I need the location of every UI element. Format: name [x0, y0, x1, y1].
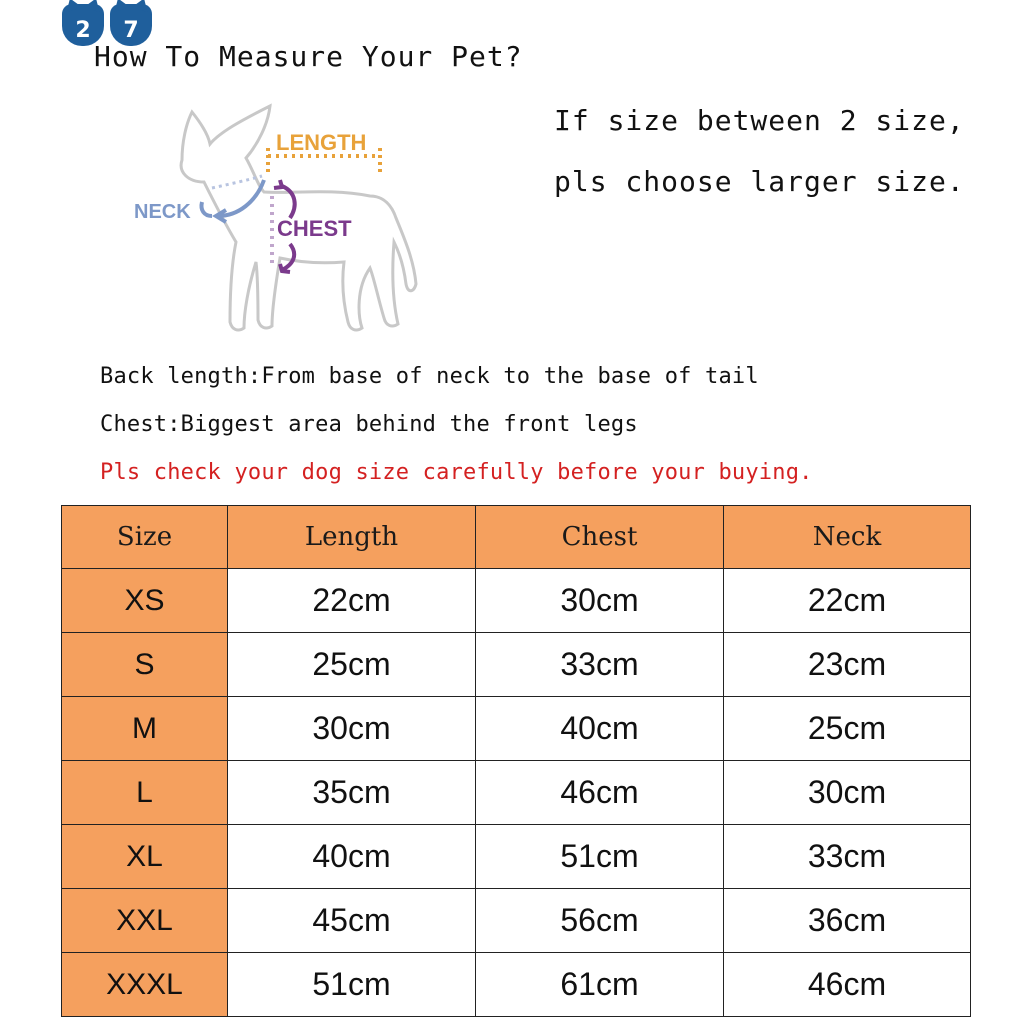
page-title: How To Measure Your Pet?: [94, 40, 523, 73]
neck-cell: 25cm: [724, 697, 971, 761]
header-size: Size: [62, 506, 228, 569]
size-tip-line-2: pls choose larger size.: [554, 165, 965, 198]
chest-arrow-bottom: [282, 244, 294, 270]
logo-badge-first: 2: [62, 4, 104, 46]
logo-badge-second: 7: [110, 4, 152, 46]
chest-cell: 46cm: [476, 761, 724, 825]
table-row: [62, 697, 971, 761]
length-cell: 40cm: [228, 825, 476, 889]
size-cell: XL: [62, 825, 228, 889]
neck-cell: 33cm: [724, 825, 971, 889]
table-row: [62, 825, 971, 889]
length-cell: 22cm: [228, 569, 476, 633]
chest-cell: 33cm: [476, 633, 724, 697]
size-cell: L: [62, 761, 228, 825]
length-cell: 25cm: [228, 633, 476, 697]
chest-label: CHEST: [277, 216, 352, 241]
neck-cell: 36cm: [724, 889, 971, 953]
length-cell: 35cm: [228, 761, 476, 825]
neck-dotted: [212, 176, 262, 188]
chest-cell: 51cm: [476, 825, 724, 889]
dog-measure-diagram: [130, 92, 430, 342]
length-label: LENGTH: [276, 130, 367, 155]
table-row: [62, 569, 971, 633]
header-neck: Neck: [724, 506, 971, 569]
chest-cell: 30cm: [476, 569, 724, 633]
neck-cell: 23cm: [724, 633, 971, 697]
neck-label: NECK: [134, 201, 191, 223]
size-tip-line-1: If size between 2 size,: [554, 104, 965, 137]
header-length: Length: [228, 506, 476, 569]
table-row: [62, 633, 971, 697]
size-cell: XXXL: [62, 953, 228, 1017]
neck-cell: 46cm: [724, 953, 971, 1017]
size-cell: M: [62, 697, 228, 761]
length-cell: 45cm: [228, 889, 476, 953]
table-header-row: [62, 506, 971, 569]
header-chest: Chest: [476, 506, 724, 569]
size-warning: Pls check your dog size carefully before your buying.: [100, 460, 813, 485]
dog-illustration: [130, 92, 430, 342]
chest-description: Chest:Biggest area behind the front legs: [100, 412, 638, 437]
chest-cell: 40cm: [476, 697, 724, 761]
table-row: [62, 953, 971, 1017]
size-cell: XS: [62, 569, 228, 633]
size-cell: XXL: [62, 889, 228, 953]
size-cell: S: [62, 633, 228, 697]
neck-cell: 30cm: [724, 761, 971, 825]
chest-cell: 56cm: [476, 889, 724, 953]
table-row: [62, 761, 971, 825]
table-row: [62, 889, 971, 953]
back-length-description: Back length:From base of neck to the base of tail: [100, 364, 759, 389]
length-cell: 51cm: [228, 953, 476, 1017]
size-chart-table: [61, 505, 971, 1017]
length-cell: 30cm: [228, 697, 476, 761]
neck-cell: 22cm: [724, 569, 971, 633]
chest-cell: 61cm: [476, 953, 724, 1017]
